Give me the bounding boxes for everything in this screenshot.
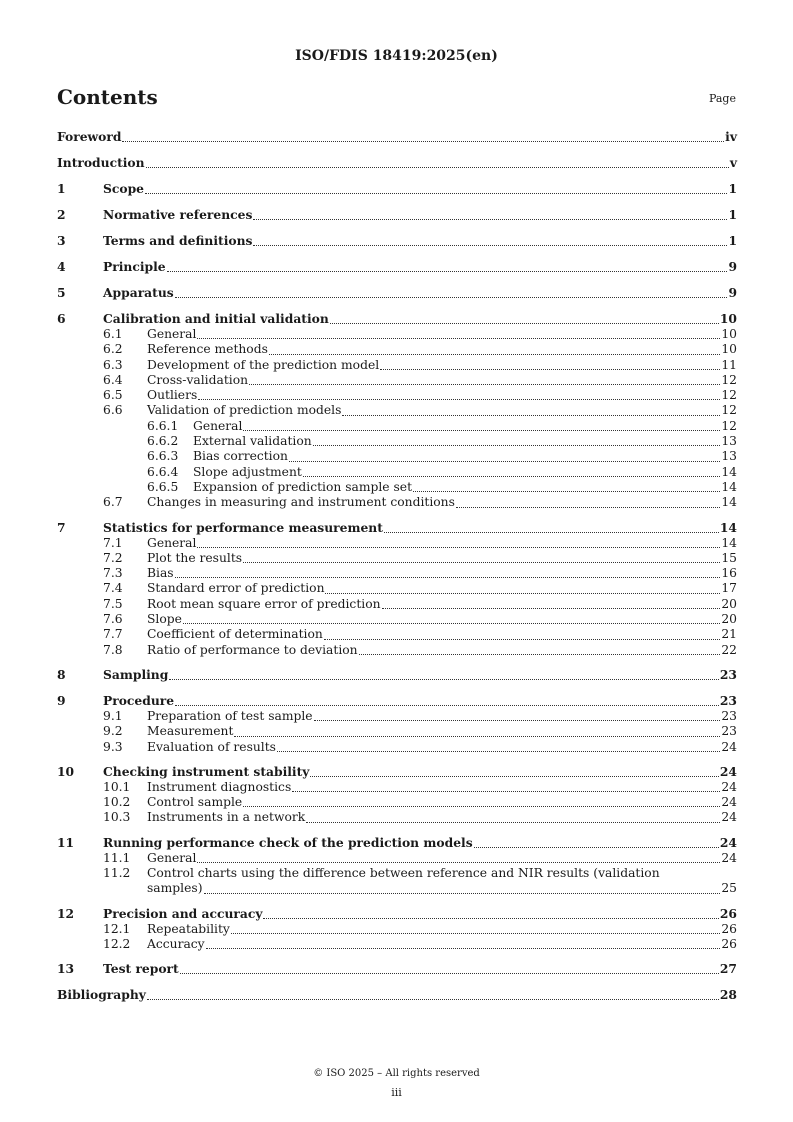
dot-leader xyxy=(474,847,719,848)
toc-entry-page: v xyxy=(729,155,737,170)
toc-entry-title: Bibliography xyxy=(57,987,146,1003)
dot-leader xyxy=(198,399,720,400)
document-header: ISO/FDIS 18419:2025(en) xyxy=(295,48,498,64)
toc-subclause-11-1[interactable] xyxy=(57,851,737,866)
toc-subclause-7-5[interactable] xyxy=(57,597,737,612)
toc-entry-title: Plot the results xyxy=(147,550,243,565)
toc-entry-number: 6.6.5 xyxy=(147,479,179,494)
toc-subclause-6-2[interactable] xyxy=(57,342,737,357)
toc-entry-title: Checking instrument stability xyxy=(103,763,310,779)
toc-entry-number: 11 xyxy=(57,834,75,850)
toc-clause-13[interactable] xyxy=(57,960,737,977)
toc-entry-title: Instrument diagnostics xyxy=(147,779,292,794)
toc-clause-6[interactable] xyxy=(57,310,737,327)
toc-entry-page: 23 xyxy=(719,692,737,708)
toc-entry-number: 10.2 xyxy=(103,795,131,810)
toc-entry-number: 3 xyxy=(57,233,66,248)
toc-entry-title: Running performance check of the prediction models xyxy=(103,834,473,850)
toc-entry-page: 25 xyxy=(721,881,737,896)
toc-entry-title: Foreword xyxy=(57,129,122,144)
toc-entry-title: Calibration and initial validation xyxy=(103,311,329,326)
toc-entry-title: General xyxy=(147,327,197,341)
toc-entry-title: Slope xyxy=(147,612,182,627)
dot-leader xyxy=(303,476,721,477)
toc-entry-page: 10 xyxy=(721,327,737,341)
toc-entry-number: 6.5 xyxy=(103,388,123,403)
toc-entry-page: iv xyxy=(725,129,737,144)
dot-leader xyxy=(314,720,721,721)
toc-entry-number: 6.6.1 xyxy=(147,418,179,433)
dot-leader xyxy=(204,893,721,894)
toc-entry-page: 12 xyxy=(721,403,737,418)
toc-entry-page: 14 xyxy=(719,519,737,535)
dot-leader xyxy=(263,918,718,919)
dot-leader xyxy=(169,679,719,680)
dot-leader xyxy=(234,736,720,737)
toc-entry-page: 20 xyxy=(721,612,737,627)
page-number: iii xyxy=(391,1086,402,1099)
contents-title: Contents xyxy=(57,85,158,109)
toc-entry-title: Coefficient of determination xyxy=(147,627,323,642)
toc-entry-page: 12 xyxy=(721,372,737,387)
toc-subclause-9-2[interactable] xyxy=(57,724,737,739)
toc-entry-number: 6.4 xyxy=(103,372,123,387)
toc-entry-number: 11.2 xyxy=(103,866,131,881)
toc-entry-title: Introduction xyxy=(57,155,145,170)
toc-entry-title: Evaluation of results xyxy=(147,739,276,754)
toc-entry-number: 7.8 xyxy=(103,642,123,657)
toc-entry-number: 8 xyxy=(57,666,66,682)
dot-leader xyxy=(145,193,727,194)
toc-entry-page: 14 xyxy=(721,495,737,510)
toc-entry-number: 10.3 xyxy=(103,810,131,825)
dot-leader xyxy=(330,323,719,324)
toc-entry-title: Apparatus xyxy=(103,285,174,300)
toc-entry-title: Terms and definitions xyxy=(103,233,253,248)
toc-entry-title: Ratio of performance to deviation xyxy=(147,642,358,657)
toc-entry-title: Sampling xyxy=(103,666,169,682)
toc-entry-page: 24 xyxy=(719,834,737,850)
dot-leader xyxy=(292,791,720,792)
toc-entry-title: Changes in measuring and instrument conditions xyxy=(147,495,455,510)
toc-subclause-9-1[interactable] xyxy=(57,709,737,724)
dot-leader xyxy=(175,705,719,706)
toc-clause-7[interactable] xyxy=(57,519,737,536)
toc-entry-title: Scope xyxy=(103,181,144,196)
toc-entry-page: 20 xyxy=(721,596,737,611)
toc-entry-page: 26 xyxy=(719,905,737,921)
toc-entry-title: Statistics for performance measurement xyxy=(103,519,383,535)
dot-leader xyxy=(175,297,728,298)
toc-entry-number: 7.5 xyxy=(103,596,123,611)
toc-entry-number: 9 xyxy=(57,692,66,708)
toc-subclause-6-6-5[interactable] xyxy=(57,480,737,495)
toc-subclause-10-3[interactable] xyxy=(57,810,737,825)
toc-subclause-7-7[interactable] xyxy=(57,627,737,642)
toc-entry-number: 7.6 xyxy=(103,612,123,627)
dot-leader xyxy=(380,369,720,370)
toc-entry-page: 26 xyxy=(721,921,737,936)
toc-clause-12[interactable] xyxy=(57,905,737,922)
toc-entry-page: 23 xyxy=(721,708,737,723)
dot-leader xyxy=(413,491,720,492)
toc-entry-title: Expansion of prediction sample set xyxy=(193,479,413,494)
dot-leader xyxy=(324,639,721,640)
toc-clause-2[interactable] xyxy=(57,206,737,223)
toc-subclause-7-2[interactable] xyxy=(57,551,737,566)
toc-entry-page: 24 xyxy=(721,795,737,810)
toc-entry-number: 6.6.4 xyxy=(147,464,179,479)
dot-leader xyxy=(231,933,720,934)
toc-entry-title: General xyxy=(147,535,197,550)
toc-entry-number: 6.2 xyxy=(103,342,123,357)
toc-entry-page: 16 xyxy=(721,566,737,581)
dot-leader xyxy=(277,751,720,752)
dot-leader xyxy=(167,271,728,272)
toc-subclause-7-4[interactable] xyxy=(57,581,737,596)
toc-subclause-7-1[interactable] xyxy=(57,536,737,551)
dot-leader xyxy=(183,623,720,624)
toc-entry-page: 24 xyxy=(719,763,737,779)
table-of-contents xyxy=(57,128,737,1003)
toc-entry-number: 12.1 xyxy=(103,921,131,936)
dot-leader xyxy=(313,445,721,446)
toc-subclause-6-4[interactable] xyxy=(57,373,737,388)
toc-entry-number: 7 xyxy=(57,519,66,535)
dot-leader xyxy=(175,577,721,578)
toc-entry-number: 4 xyxy=(57,259,66,274)
toc-entry-page: 14 xyxy=(721,535,737,550)
toc-entry-number: 10 xyxy=(57,763,75,779)
toc-entry-page: 10 xyxy=(719,311,737,326)
toc-entry-number: 7.7 xyxy=(103,627,123,642)
toc-entry-title: Precision and accuracy xyxy=(103,905,263,921)
toc-clause-8[interactable] xyxy=(57,666,737,683)
toc-subclause-12-2[interactable] xyxy=(57,937,737,952)
toc-entry-number: 7.1 xyxy=(103,535,123,550)
dot-leader xyxy=(306,822,720,823)
toc-entry-title: Bias correction xyxy=(193,449,288,464)
toc-entry-page: 12 xyxy=(721,388,737,403)
toc-entry-number: 6.6.3 xyxy=(147,449,179,464)
dot-leader xyxy=(243,562,720,563)
dot-leader xyxy=(197,338,720,339)
toc-subclause-6-7[interactable] xyxy=(57,495,737,510)
toc-entry-title-continuation: samples) xyxy=(147,881,203,896)
toc-subclause-6-5[interactable] xyxy=(57,388,737,403)
toc-entry-number: 9.2 xyxy=(103,724,123,739)
toc-entry-title: Development of the prediction model xyxy=(147,357,380,372)
toc-subclause-6-6-3[interactable] xyxy=(57,449,737,464)
dot-leader xyxy=(289,461,720,462)
dot-leader xyxy=(325,593,720,594)
toc-entry-title: General xyxy=(193,418,243,433)
toc-entry-number: 1 xyxy=(57,181,66,196)
toc-entry-number: 2 xyxy=(57,207,66,222)
toc-entry-page: 28 xyxy=(719,987,737,1003)
toc-entry-title: General xyxy=(147,850,197,865)
dot-leader xyxy=(384,532,719,533)
toc-entry-number: 13 xyxy=(57,961,75,977)
toc-entry-number: 7.3 xyxy=(103,566,123,581)
toc-clause-4[interactable] xyxy=(57,258,737,275)
toc-entry-page: 10 xyxy=(721,342,737,357)
toc-entry-number: 6 xyxy=(57,311,66,326)
toc-entry-introduction[interactable] xyxy=(57,154,737,171)
toc-entry-title: Cross-validation xyxy=(147,372,249,387)
toc-subclause-7-8[interactable] xyxy=(57,643,737,658)
dot-leader xyxy=(249,384,720,385)
dot-leader xyxy=(243,806,720,807)
toc-entry-number: 12.2 xyxy=(103,936,131,951)
toc-subclause-6-6[interactable] xyxy=(57,403,737,418)
toc-entry-page: 9 xyxy=(728,285,737,300)
dot-leader xyxy=(253,219,727,220)
toc-entry-page: 24 xyxy=(721,810,737,825)
toc-entry-page: 12 xyxy=(721,418,737,433)
toc-entry-number: 7.2 xyxy=(103,550,123,565)
toc-entry-title: Repeatability xyxy=(147,921,230,936)
toc-entry-page: 17 xyxy=(721,581,737,596)
toc-subclause-7-6[interactable] xyxy=(57,612,737,627)
toc-entry-page: 24 xyxy=(721,739,737,754)
toc-entry-page: 14 xyxy=(721,479,737,494)
dot-leader xyxy=(197,547,720,548)
toc-entry-number: 9.1 xyxy=(103,708,123,723)
toc-entry-number: 10.1 xyxy=(103,779,131,794)
toc-entry-title: Slope adjustment xyxy=(193,464,302,479)
toc-entry-number: 6.7 xyxy=(103,495,123,510)
toc-entry-page: 1 xyxy=(728,233,737,248)
toc-entry-page: 13 xyxy=(721,434,737,449)
dot-leader xyxy=(359,654,721,655)
dot-leader xyxy=(310,776,718,777)
dot-leader xyxy=(122,141,724,142)
toc-clause-5[interactable] xyxy=(57,284,737,301)
dot-leader xyxy=(456,507,720,508)
toc-subclause-6-3[interactable] xyxy=(57,358,737,373)
toc-entry-number: 6.3 xyxy=(103,357,123,372)
toc-entry-title: Bias xyxy=(147,566,174,581)
toc-entry-title: Accuracy xyxy=(147,936,205,951)
toc-entry-title: Control sample xyxy=(147,795,243,810)
dot-leader xyxy=(147,999,719,1000)
toc-subclause-7-3[interactable] xyxy=(57,566,737,581)
toc-entry-number: 11.1 xyxy=(103,850,131,865)
dot-leader xyxy=(342,415,720,416)
toc-entry-title: Control charts using the difference between reference and NIR results (validation xyxy=(147,866,660,881)
toc-entry-page: 23 xyxy=(721,724,737,739)
toc-clause-11[interactable] xyxy=(57,834,737,851)
toc-subclause-11-2[interactable] xyxy=(57,866,737,881)
toc-entry-title: External validation xyxy=(193,434,312,449)
toc-entry-page: 21 xyxy=(721,627,737,642)
toc-entry-page: 15 xyxy=(721,550,737,565)
toc-entry-page: 24 xyxy=(721,779,737,794)
toc-entry-page: 1 xyxy=(728,181,737,196)
dot-leader xyxy=(253,245,727,246)
toc-clause-10[interactable] xyxy=(57,763,737,780)
toc-entry-foreword[interactable] xyxy=(57,128,737,145)
toc-entry-number: 5 xyxy=(57,285,66,300)
toc-entry-title: Preparation of test sample xyxy=(147,708,313,723)
dot-leader xyxy=(382,608,721,609)
toc-entry-title: Instruments in a network xyxy=(147,810,306,825)
toc-entry-title: Root mean square error of prediction xyxy=(147,596,381,611)
toc-entry-title: Test report xyxy=(103,961,179,977)
toc-entry-number: 6.1 xyxy=(103,327,123,341)
toc-entry-page: 22 xyxy=(721,642,737,657)
toc-subclause-6-1[interactable] xyxy=(57,327,737,342)
toc-entry-title: Principle xyxy=(103,259,166,274)
dot-leader xyxy=(180,973,719,974)
toc-entry-title: Standard error of prediction xyxy=(147,581,325,596)
toc-entry-page: 13 xyxy=(721,449,737,464)
toc-entry-page: 1 xyxy=(728,207,737,222)
toc-entry-number: 6.6 xyxy=(103,403,123,418)
toc-entry-title: Validation of prediction models xyxy=(147,403,342,418)
dot-leader xyxy=(197,862,720,863)
toc-entry-page: 24 xyxy=(721,850,737,865)
toc-entry-page: 14 xyxy=(721,464,737,479)
toc-entry-page: 26 xyxy=(721,936,737,951)
toc-entry-number: 9.3 xyxy=(103,739,123,754)
toc-entry-page: 9 xyxy=(728,259,737,274)
dot-leader xyxy=(243,430,720,431)
toc-entry-title: Reference methods xyxy=(147,342,268,357)
copyright-notice: © ISO 2025 – All rights reserved xyxy=(313,1068,480,1079)
toc-entry-title: Procedure xyxy=(103,692,175,708)
dot-leader xyxy=(269,354,720,355)
toc-subclause-6-6-4[interactable] xyxy=(57,465,737,480)
toc-subclause-10-1[interactable] xyxy=(57,780,737,795)
toc-entry-title: Outliers xyxy=(147,388,198,403)
toc-subclause-12-1[interactable] xyxy=(57,922,737,937)
toc-subclause-6-6-1[interactable] xyxy=(57,419,737,434)
toc-entry-bibliography[interactable] xyxy=(57,986,737,1003)
toc-subclause-10-2[interactable] xyxy=(57,795,737,810)
toc-subclause-9-3[interactable] xyxy=(57,740,737,755)
toc-entry-page: 27 xyxy=(719,961,737,977)
toc-entry-page: 11 xyxy=(721,357,737,372)
toc-entry-number: 12 xyxy=(57,905,75,921)
toc-subclause-11-2-continuation[interactable] xyxy=(57,881,737,896)
toc-entry-number: 6.6.2 xyxy=(147,434,179,449)
toc-clause-3[interactable] xyxy=(57,232,737,249)
toc-entry-number: 7.4 xyxy=(103,581,123,596)
dot-leader xyxy=(206,948,721,949)
toc-entry-page: 23 xyxy=(719,666,737,682)
toc-clause-9[interactable] xyxy=(57,692,737,709)
toc-clause-1[interactable] xyxy=(57,180,737,197)
toc-entry-title: Normative references xyxy=(103,207,253,222)
dot-leader xyxy=(146,167,729,168)
toc-entry-title: Measurement xyxy=(147,724,234,739)
page-column-label: Page xyxy=(708,92,736,105)
toc-subclause-6-6-2[interactable] xyxy=(57,434,737,449)
